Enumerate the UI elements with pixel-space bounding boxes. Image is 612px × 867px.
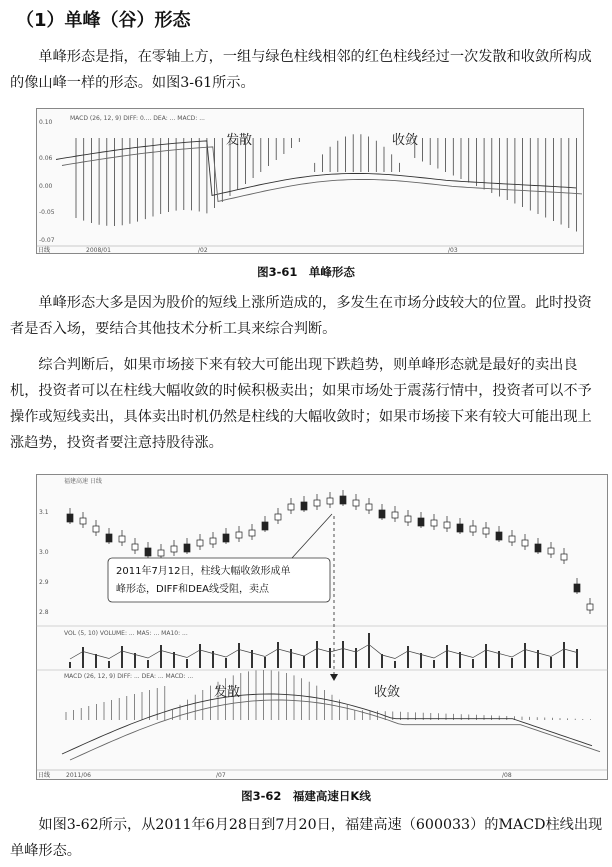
paragraph-context: 单峰形态大多是因为股价的短线上涨所造成的，多发生在市场分歧较大的位置。此时投资者是否入场，要结合其他技术分析工具来综合判断。: [10, 295, 592, 337]
candle-body: [314, 500, 320, 506]
candle-body: [457, 524, 463, 532]
paragraph-definition: 单峰形态是指，在零轴上方，一组与绿色柱线相邻的红色柱线经过一次发散和收敛所构成的像山峰一样的形态。如图3-61所示。: [10, 49, 592, 91]
candle-body: [405, 516, 411, 522]
candle-body: [470, 526, 476, 532]
ytick: 0.06: [39, 155, 53, 162]
candle-body: [366, 504, 372, 510]
period-label: 日线: [38, 247, 51, 254]
xtick: /07: [216, 772, 226, 779]
candle-body: [301, 502, 307, 510]
candle-body: [418, 518, 424, 526]
xtick: 2011/06: [66, 772, 91, 779]
ytick: -0.05: [39, 209, 55, 216]
figure-caption: 图3-62 福建高速日K线: [241, 789, 371, 803]
xtick: 2008/01: [86, 247, 111, 254]
candle-body: [496, 532, 502, 540]
ytick: 2.8: [39, 609, 49, 616]
chart-frame: [37, 475, 608, 780]
price-header: 福建高速 日线: [64, 478, 102, 485]
candle-body: [431, 520, 437, 526]
candle-body: [353, 500, 359, 506]
candle-body: [275, 514, 281, 520]
candle-body: [249, 530, 255, 536]
ytick: 3.0: [39, 549, 49, 556]
candle-body: [171, 546, 177, 552]
candle-body: [327, 498, 333, 504]
section-heading: （1）单峰（谷）形态: [16, 10, 191, 31]
candle-body: [80, 518, 86, 524]
candle-body: [210, 538, 216, 544]
candle-body: [158, 550, 164, 556]
candle-body: [184, 544, 190, 552]
ytick: 0.00: [39, 183, 53, 190]
figure-3-61: [36, 108, 584, 254]
candle-body: [483, 528, 489, 534]
candle-body: [67, 514, 73, 522]
candle-body: [288, 504, 294, 510]
candle-body: [223, 534, 229, 542]
figure-caption: 图3-61 单峰形态: [257, 265, 355, 279]
candle-body: [574, 584, 580, 592]
xtick: /03: [448, 247, 458, 254]
period-label: 日线: [38, 772, 51, 779]
candle-body: [262, 522, 268, 530]
xtick: /08: [502, 772, 512, 779]
candle-body: [132, 544, 138, 550]
paragraph-strategy: 综合判断后，如果市场接下来有较大可能出现下跌趋势，则单峰形态就是最好的卖出良机，投资者可以在柱线大幅收敛的时候积极卖出；如果市场处于震荡行情中，投资者可以不予操作或短线卖出，具体卖出时机仍然是柱线的大幅收敛时；如果市场接下来有较大可能出现上涨趋势，投资者要注意持股待涨。: [10, 357, 592, 451]
candle-body: [392, 512, 398, 518]
candle-body: [379, 510, 385, 518]
candle-body: [587, 604, 593, 610]
ytick: 0.10: [39, 119, 53, 126]
candle-body: [197, 540, 203, 546]
candle-body: [236, 532, 242, 538]
indicator-header: MACD (26, 12, 9) DIFF: 0.... DEA: ... MACD: ...: [70, 115, 205, 122]
candle-body: [444, 522, 450, 528]
ytick: 2.9: [39, 579, 49, 586]
callout-box: [108, 558, 330, 602]
candle-body: [340, 496, 346, 504]
paragraph-example: 如图3-62所示，从2011年6月28日到7月20日，福建高速（600033）的MACD柱线出现单峰形态。: [10, 817, 603, 859]
label-convergence: 收敛: [392, 133, 419, 148]
candle-body: [119, 536, 125, 542]
candle-body: [93, 526, 99, 532]
xtick: /02: [198, 247, 208, 254]
candle-body: [561, 554, 567, 560]
candle-body: [522, 540, 528, 546]
callout-line: 峰形态，DIFF和DEA线受阻，卖点: [116, 584, 270, 595]
callout-line: 2011年7月12日，柱线大幅收敛形成单: [116, 566, 291, 577]
label-divergence: 发散: [226, 133, 253, 148]
ytick: -0.07: [39, 237, 55, 244]
fujian-expressway-kline-chart: [36, 474, 608, 780]
candle-body: [145, 548, 151, 556]
volume-header: VOL (5, 10) VOLUME: ... MA5: ... MA10: ...: [64, 630, 188, 637]
label-convergence: 收敛: [374, 685, 401, 700]
ytick: 3.1: [39, 509, 49, 516]
label-divergence: 发散: [214, 685, 241, 700]
figure-3-62: [36, 474, 608, 780]
candle-body: [535, 544, 541, 552]
chart-frame: [37, 109, 584, 254]
macd-single-peak-chart: [36, 108, 584, 254]
candle-body: [548, 548, 554, 554]
candle-body: [106, 534, 112, 542]
macd-header: MACD (26, 12, 9) DIFF: ... DEA: ... MACD: ...: [64, 673, 194, 680]
candle-body: [509, 536, 515, 542]
